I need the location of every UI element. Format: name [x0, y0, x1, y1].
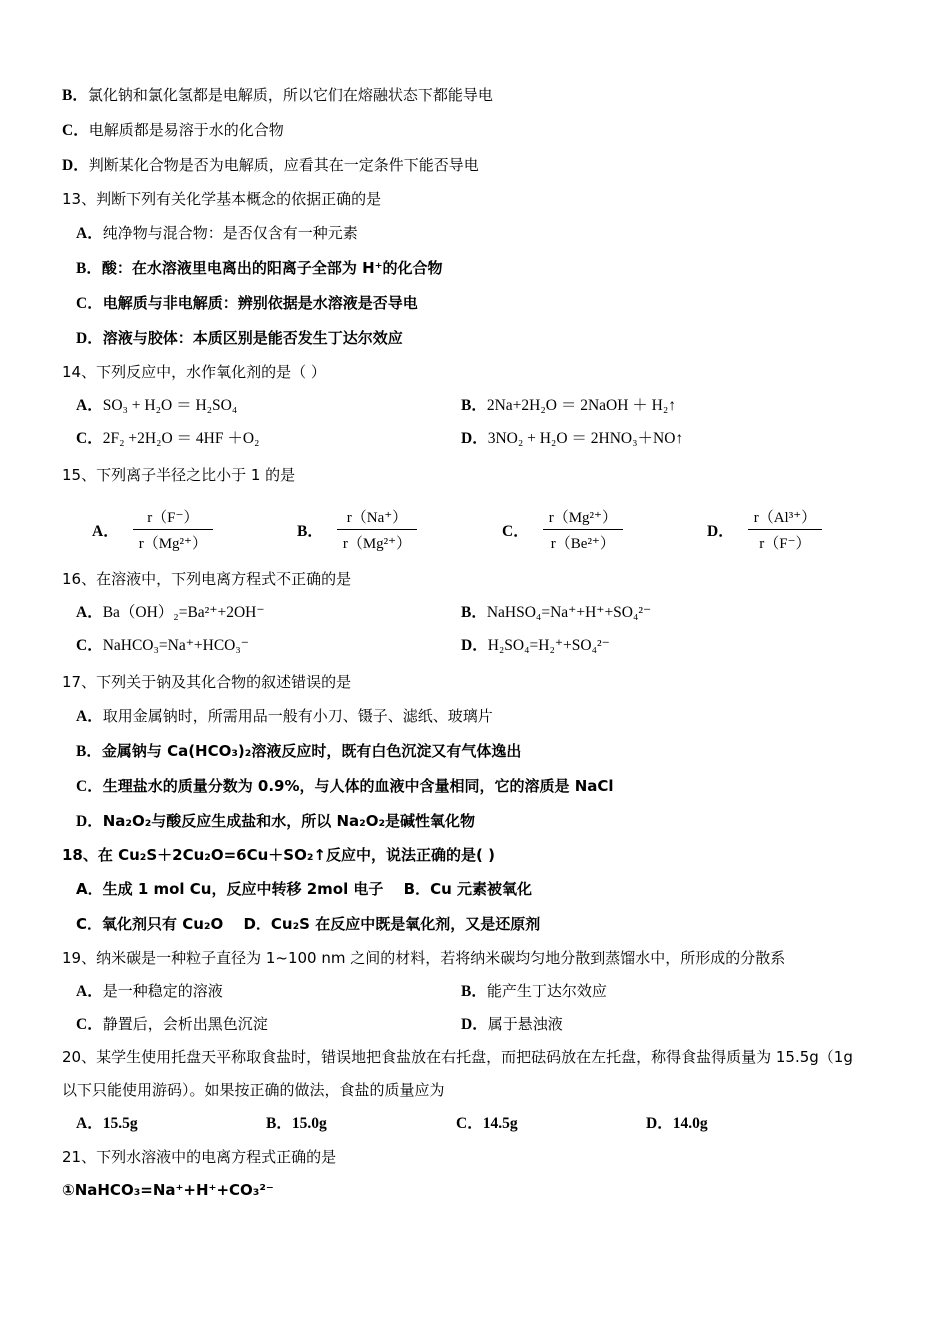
option-label: C． [76, 430, 103, 447]
option-cell [76, 422, 461, 455]
option-cell [92, 506, 297, 553]
fraction-denominator: r（Mg²⁺） [138, 536, 207, 552]
option-row-pair [62, 389, 888, 422]
option-cell [76, 629, 461, 662]
stem-text: 16、在溶液中，下列电离方程式不正确的是 [62, 570, 352, 588]
option-cell [707, 506, 912, 553]
equation-text: ①NaHCO₃=Na⁺+H⁺+CO₃²⁻ [62, 1181, 274, 1199]
option-text: 取用金属钠时，所需用品一般有小刀、镊子、滤纸、玻璃片 [102, 707, 493, 725]
option-text: C．氧化剂只有 Cu₂O D．Cu₂S 在反应中既是氧化剂，又是还原剂 [76, 915, 541, 933]
option-label: B． [461, 397, 487, 414]
stem-text: 21、下列水溶液中的电离方程式正确的是 [62, 1148, 337, 1166]
option-row-pair [62, 422, 888, 455]
option-label: C． [76, 637, 103, 654]
option-cell [76, 389, 461, 422]
option-label: C． [62, 122, 89, 139]
option-text: 3NO₂ + H₂O ＝ 2HNO₃＋NO↑ [487, 430, 684, 447]
option-row [62, 699, 888, 734]
option-label: A． [76, 708, 103, 725]
option-cell [646, 1107, 836, 1141]
stem-text: 15、下列离子半径之比小于 1 的是 [62, 466, 296, 484]
option-text: Na₂O₂与酸反应生成盐和水，所以 Na₂O₂是碱性氧化物 [102, 812, 476, 830]
option-cell [502, 506, 707, 553]
option-row [62, 78, 888, 113]
option-label: C． [76, 295, 103, 312]
fraction [133, 506, 213, 553]
option-label: D． [461, 1016, 488, 1033]
option-row-pair [62, 1008, 888, 1041]
option-text: SO₃ + H₂O ＝ H₂SO₄ [102, 397, 238, 414]
option-label: D． [461, 637, 488, 654]
option-text: 溶液与胶体：本质区别是能否发生丁达尔效应 [102, 329, 403, 347]
option-label: C． [456, 1115, 483, 1132]
option-text: NaHCO₃=Na⁺+HCO₃⁻ [102, 637, 249, 654]
fraction [337, 506, 417, 553]
option-row-pair [62, 975, 888, 1008]
option-cell [461, 596, 651, 629]
question-stem-17 [62, 666, 888, 699]
option-label: D． [461, 430, 488, 447]
fraction [748, 506, 822, 553]
option-text: 氯化钠和氯化氢都是电解质，所以它们在熔融状态下都能导电 [87, 86, 493, 104]
option-label: B． [76, 743, 102, 760]
option-text: 金属钠与 Ca(HCO₃)₂溶液反应时，既有白色沉淀又有气体逸出 [101, 742, 522, 760]
option-text: 2Na+2H₂O ＝ 2NaOH ＋ H₂↑ [486, 397, 677, 414]
option-label: D． [646, 1115, 673, 1132]
option-cell [76, 1008, 461, 1041]
option-label: D． [62, 157, 89, 174]
stem-text: 13、判断下列有关化学基本概念的依据正确的是 [62, 190, 382, 208]
question-stem-21 [62, 1141, 888, 1174]
option-text: 14.0g [672, 1115, 708, 1132]
option-row-pair [62, 629, 888, 662]
fraction-denominator: r（Mg²⁺） [342, 536, 412, 552]
option-label: A． [92, 522, 119, 540]
option-row [62, 113, 888, 148]
fraction-denominator: r（Be²⁺） [550, 536, 615, 552]
option-label: C． [76, 778, 103, 795]
option-label: A． [76, 1115, 103, 1132]
option-text: 是一种稳定的溶液 [102, 982, 223, 1000]
option-text: Ba（OH）₂=Ba²⁺+2OH⁻ [102, 604, 265, 621]
option-label: C． [502, 522, 529, 540]
option-text: 纯净物与混合物：是否仅含有一种元素 [102, 224, 358, 242]
option-text: 电解质与非电解质：辨别依据是水溶液是否导电 [102, 294, 418, 312]
stem-text: 14、下列反应中，水作氧化剂的是（ ） [62, 363, 326, 381]
stem-text: 20、某学生使用托盘天平称取食盐时，错误地把食盐放在右托盘，而把砝码放在左托盘，称得食盐得质量为 15.5g（1g [62, 1048, 853, 1066]
option-row-quad [62, 1107, 888, 1141]
option-text: H₂SO₄=H₂⁺+SO₄²⁻ [487, 637, 610, 654]
option-label: B． [297, 522, 323, 540]
option-row [62, 216, 888, 251]
option-cell [76, 975, 461, 1008]
option-row [62, 286, 888, 321]
option-text: 生理盐水的质量分数为 0.9%，与人体的血液中含量相同，它的溶质是 NaCl [102, 777, 614, 795]
option-cell [266, 1107, 456, 1141]
option-row [62, 804, 888, 839]
option-row [62, 907, 888, 942]
option-row [62, 321, 888, 356]
option-cell [456, 1107, 646, 1141]
option-cell [297, 506, 502, 553]
fraction-denominator: r（F⁻） [759, 536, 811, 552]
stem-text: 18、在 Cu₂S＋2Cu₂O=6Cu＋SO₂↑反应中，说法正确的是( ) [62, 846, 495, 864]
option-text: 15.5g [102, 1115, 138, 1132]
question-stem-13 [62, 183, 888, 216]
stem-text: 以下只能使用游码）。如果按正确的做法，食盐的质量应为 [62, 1081, 445, 1099]
fraction-numerator: r（Al³⁺） [748, 506, 822, 530]
option-label: B． [266, 1115, 292, 1132]
option-label: A． [76, 604, 103, 621]
option-row [62, 734, 888, 769]
question-stem-15 [62, 459, 888, 492]
option-cell [76, 596, 461, 629]
option-text: 静置后，会析出黑色沉淀 [102, 1015, 268, 1033]
option-label: D． [76, 813, 103, 830]
option-cell [461, 389, 676, 422]
option-label: D． [76, 330, 103, 347]
fraction-numerator: r（Na⁺） [337, 506, 417, 530]
option-label: A． [76, 983, 103, 1000]
option-row [62, 872, 888, 907]
option-text: NaHSO₄=Na⁺+H⁺+SO₄²⁻ [486, 604, 652, 621]
option-text: 能产生丁达尔效应 [486, 982, 607, 1000]
question-stem-19 [62, 942, 888, 975]
stem-text: 17、下列关于钠及其化合物的叙述错误的是 [62, 673, 352, 691]
option-label: B． [62, 87, 88, 104]
option-row [62, 148, 888, 183]
option-cell [461, 1008, 563, 1041]
option-row [62, 251, 888, 286]
option-label: B． [461, 983, 487, 1000]
option-text: 2F₂ +2H₂O ＝ 4HF ＋O₂ [102, 430, 260, 447]
option-label: A． [76, 397, 103, 414]
question-stem-14 [62, 356, 888, 389]
option-label: D． [707, 522, 734, 540]
option-label: B． [461, 604, 487, 621]
option-label: A． [76, 225, 103, 242]
option-text: A．生成 1 mol Cu，反应中转移 2mol 电子 B．Cu 元素被氧化 [76, 880, 533, 898]
question-stem-20 [62, 1041, 888, 1074]
option-label: B． [76, 260, 102, 277]
fraction-options-row [62, 506, 888, 553]
fraction-numerator: r（Mg²⁺） [543, 506, 623, 530]
option-cell [461, 975, 607, 1008]
question-stem-16 [62, 563, 888, 596]
option-cell [76, 1107, 266, 1141]
question-stem-18 [62, 839, 888, 872]
question-21-line1 [62, 1174, 888, 1207]
option-text: 14.5g [482, 1115, 518, 1132]
option-cell [461, 629, 610, 662]
option-label: C． [76, 1016, 103, 1033]
option-row-pair [62, 596, 888, 629]
option-text: 酸：在水溶液里电离出的阳离子全部为 H⁺的化合物 [101, 259, 443, 277]
option-cell [461, 422, 683, 455]
fraction-numerator: r（F⁻） [133, 506, 213, 530]
option-text: 属于悬浊液 [487, 1015, 563, 1033]
option-text: 15.0g [291, 1115, 327, 1132]
option-text: 判断某化合物是否为电解质，应看其在一定条件下能否导电 [88, 156, 479, 174]
option-text: 电解质都是易溶于水的化合物 [88, 121, 284, 139]
option-row [62, 769, 888, 804]
question-stem-20-cont [62, 1074, 888, 1107]
stem-text: 19、纳米碳是一种粒子直径为 1~100 nm 之间的材料，若将纳米碳均匀地分散到蒸馏水中，所形成的分散系 [62, 949, 786, 967]
fraction [543, 506, 623, 553]
